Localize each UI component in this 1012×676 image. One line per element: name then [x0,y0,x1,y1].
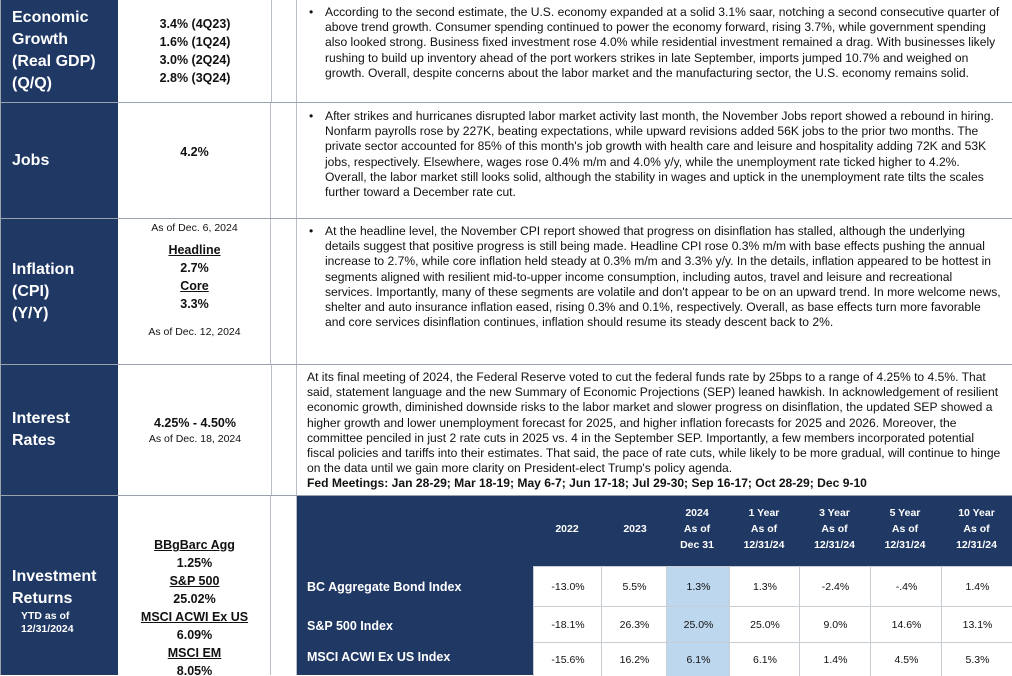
table-cell: 1.3% [666,566,730,606]
jobs-value [119,103,271,218]
spacer-column [272,219,297,364]
as-of-date: As of Dec. 6, 2024 [151,222,238,234]
table-cell: 26.3% [601,606,667,642]
table-cell: 6.1% [729,642,800,676]
fed-funds-range: 4.25% - 4.50% [154,416,236,430]
commentary-bullet: • According to the second estimate, the U.S. economy expanded at a solid 3.1% saar, notching a second consecutive quarter of above trend growth. Consumer spending continued to power the economy forward, rising 3.7%, while government spending also looked strong. Business fixed investment rose 4.0% while residential investment remained a drag. With businesses likely rushing to build up inventory ahead of the port workers strikes in late September, imports jumped 10.7% and weighed on growth. Overall, despite concerns about the labor market and the manufacturing sector, the U.S. economy remains solid. [307,5,1002,81]
ytd-returns [119,496,271,675]
commentary [297,103,1012,200]
label-line: Inflation [12,260,75,278]
commentary [297,0,1012,81]
header-line: 2023 [623,523,647,535]
row-label [1,365,118,495]
gdp-value: 2.8% (3Q24) [159,71,231,85]
col-header [870,505,940,553]
index-name: MSCI ACWI Ex US [140,610,249,624]
spacer-column [272,365,297,495]
header-line: 2022 [555,523,579,535]
table-cell: 4.5% [870,642,942,676]
row-jobs [1,103,1012,219]
label-line: (Y/Y) [12,304,49,322]
header-line: 5 Year [889,507,921,519]
label-line: Economic [12,9,89,26]
table-cell: 1.4% [941,566,1012,606]
header-line: 12/31/24 [884,539,926,551]
row-label [1,496,118,675]
label-line: (Real GDP) [12,53,96,70]
label-line: YTD as of [21,610,70,622]
spacer-column [272,0,297,102]
header-line: 12/31/24 [814,539,855,551]
gdp-value: 3.4% (4Q23) [159,17,231,31]
col-header [666,505,728,553]
table-cell: 16.2% [601,642,667,676]
table-cell: 9.0% [799,606,871,642]
row-interest-rates [1,365,1012,496]
col-header [601,521,669,537]
header-line: 10 Year [958,507,995,519]
header-line: As of [891,523,919,535]
table-cell: 13.1% [941,606,1012,642]
label-line: Growth [12,31,68,48]
table-cell: 1.4% [799,642,871,676]
header-line: As of [683,523,711,535]
gdp-values [119,0,272,102]
index-return: 1.25% [176,556,213,570]
header-line: As of [963,523,990,535]
row-label [1,103,118,218]
as-of-date: As of Dec. 18, 2024 [148,433,242,445]
header-line: As of [821,523,848,535]
row-investment-returns [1,496,1012,675]
col-header [533,521,601,537]
row-label [1,0,118,102]
gdp-value: 3.0% (2Q24) [159,53,231,67]
table-cell: -15.6% [533,642,602,676]
label-line: Investment [12,568,97,585]
commentary-paragraph: At its final meeting of 2024, the Federal Reserve voted to cut the federal funds rate by 25bps to a range of 4.25% to 4.5%. That said, statement language and the new Summary of Economic Projections (SEP) leaned hawkish. In acknowledgement of resilient economic growth, diminished downside risks to the labor market and slower progress on disinflation, the updated SEP showed a higher growth and lower unemployment forecast for 2025, and higher inflation forecasts for 2025 and 2026. Moreover, the committee penciled in just 2 rate cuts in 2025 vs. 4 in the September SEP. Importantly, a few members incorporated potential fiscal policies and tariffs into their estimates. That said, the pace of rate cuts, while likely to be more gradual, will continue to hinge on the data until we gain more clarity on President-elect Trump's policy agenda. [307,370,1001,476]
header-line: 12/31/24 [743,539,785,551]
index-return: 25.02% [173,592,216,606]
table-cell: 14.6% [870,606,942,642]
commentary [297,219,1012,330]
label-line: (Q/Q) [12,75,52,92]
commentary-bullet: • After strikes and hurricanes disrupted labor market activity last month, the November Jobs report showed a rebound in hiring. Nonfarm payrolls rose by 227K, beating expectations, while upward revisions added 56K jobs to the prior two months. The private sector accounted for 85% of this month's job growth with health care and leisure and hospitality adding 72K and 53K jobs, respectively. Elsewhere, wages rose 0.4% m/m and 4.0% y/y, while the unemployment rate ticked higher to 4.2%. Overall, the labor market still looks solid, although the stability in wages and uptick in the unemployment rate tilts the scales further toward a December rate cut. [307,109,1002,200]
inflation-values [119,219,271,364]
label-line: (CPI) [12,282,50,300]
headline-value: 2.7% [180,261,209,275]
index-name: MSCI EM [167,646,222,660]
table-row-label: MSCI ACWI Ex US Index [307,650,451,664]
table-cell: -18.1% [533,606,602,642]
returns-table [297,496,1012,675]
index-name: BBgBarc Agg [154,538,235,552]
table-cell: 25.0% [666,606,730,642]
table-row-label: S&P 500 Index [307,619,393,633]
col-header [729,505,799,553]
table-cell: -.4% [870,566,942,606]
core-value: 3.3% [180,297,209,311]
index-return: 6.09% [176,628,213,642]
index-return: 8.05% [176,664,213,675]
header-line: As of [750,523,778,535]
row-label [1,219,118,364]
label-line: 12/31/2024 [21,623,74,635]
table-cell: -2.4% [799,566,871,606]
row-inflation [1,219,1012,365]
table-cell: 1.3% [729,566,800,606]
table-cell: 5.5% [601,566,667,606]
table-row-label: BC Aggregate Bond Index [307,580,462,594]
spacer-column [272,496,297,675]
table-cell: 25.0% [729,606,800,642]
label-line: Jobs [12,151,50,169]
index-name: S&P 500 [169,574,220,588]
header-line: 2024 [685,507,709,519]
label-line: Interest [12,410,70,427]
unemployment-rate: 4.2% [180,145,209,159]
col-header [799,505,870,553]
header-line: 12/31/24 [956,539,997,551]
rates-value [119,365,272,495]
row-economic-growth [1,0,1012,103]
col-header [941,505,1012,553]
label-line: Rates [12,432,56,449]
header-line: Dec 31 [680,539,714,551]
as-of-date: As of Dec. 12, 2024 [148,326,241,338]
core-label: Core [180,279,209,293]
gdp-value: 1.6% (1Q24) [159,35,231,49]
commentary [297,365,1012,492]
label-line: Returns [12,590,73,607]
table-cell: 5.3% [941,642,1012,676]
header-line: 3 Year [819,507,850,519]
spacer-column [272,103,297,218]
header-line: 1 Year [748,507,780,519]
commentary-bullet: • At the headline level, the November CPI report showed that progress on disinflation has stalled, although the underlying details suggest that positive progress is still being made. Headline CPI rose 0.3% m/m with base effects pushing the annual increase to 2.7%, while core inflation held steady at 0.3% m/m and 3.3% y/y. In the details, inflation appeared to be hottest in segments aligned with resilient mid-to-upper income consumption, including autos, travel and leisure and recreational services. Importantly, many of these segments are volatile and don't appear to be on an upward trend. In more welcome news, shelter and auto insurance inflation eased, rising 0.3% and 0.1%, respectively. Overall, as base effects turn more favorable and core services disinflation continues, inflation should resume its steady descent back to 2%. [307,224,1002,330]
table-cell: 6.1% [666,642,730,676]
table-cell: -13.0% [533,566,602,606]
headline-label: Headline [168,243,221,257]
fed-meetings: Fed Meetings: Jan 28-29; Mar 18-19; May 6-7; Jun 17-18; Jul 29-30; Sep 16-17; Oct 28-29; Dec 9-10 [307,476,867,491]
